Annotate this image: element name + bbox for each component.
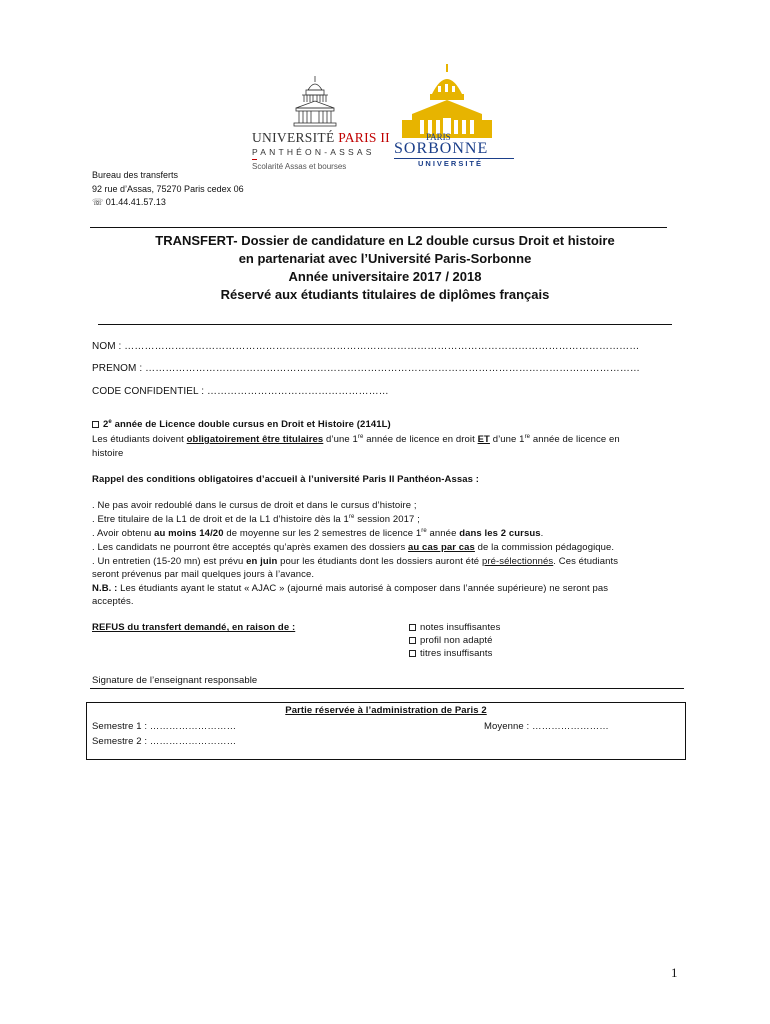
sorbonne-logo bbox=[392, 62, 522, 170]
code-field[interactable]: CODE CONFIDENTIEL : ……………………………………………… bbox=[92, 386, 389, 397]
title-line-4: Réservé aux étudiants titulaires de diplômes français bbox=[220, 287, 550, 302]
assas-name-accent: PARIS II bbox=[338, 130, 390, 145]
refusal-label: REFUS du transfert demandé, en raison de : bbox=[92, 622, 296, 633]
program-requirement: Les étudiants doivent obligatoirement être titulaires d’une 1re année de licence en droit ET d’une 1re année de licence en bbox=[92, 433, 620, 445]
signature-rule bbox=[90, 688, 684, 689]
program-heading: 2e année de Licence double cursus en Droit et Histoire (2141L) bbox=[92, 418, 391, 432]
program-checkbox[interactable] bbox=[92, 421, 99, 428]
condition-3: . Avoir obtenu au moins 14/20 de moyenne sur les 2 semestres de licence 1re année dans les 2 cursus. bbox=[92, 527, 544, 539]
condition-5-cont: seront prévenus par mail quelques jours à l’avance. bbox=[92, 569, 315, 580]
conditions-heading: Rappel des conditions obligatoires d’accueil à l’université Paris II Panthéon-Assas : bbox=[92, 474, 480, 485]
title-line-1: TRANSFERT- Dossier de candidature en L2 double cursus Droit et histoire bbox=[155, 233, 615, 248]
office-phone-row bbox=[92, 196, 166, 208]
refusal-option-3[interactable]: titres insuffisants bbox=[409, 647, 492, 661]
nb-note: N.B. : Les étudiants ayant le statut « AJAC » (ajourné mais autorisé à composer dans l’année supérieure) ne seront pas bbox=[92, 583, 609, 594]
admin-semestre-1[interactable]: Semestre 1 : ……………………… bbox=[92, 721, 237, 732]
sorbonne-line2: SORBONNE bbox=[394, 140, 489, 157]
refusal-option-2[interactable]: profil non adapté bbox=[409, 634, 492, 648]
refusal-checkbox-1[interactable] bbox=[409, 624, 416, 631]
assas-subtitle: PANTHÉON-ASSAS bbox=[252, 147, 375, 157]
admin-heading: Partie réservée à l’administration de Paris 2 bbox=[285, 705, 487, 716]
phone-icon: ☏ bbox=[92, 197, 104, 207]
sorbonne-line1: PARIS bbox=[426, 132, 451, 142]
office-name: Bureau des transferts bbox=[92, 170, 179, 180]
title-line-3: Année universitaire 2017 / 2018 bbox=[288, 269, 482, 284]
admin-semestre-2[interactable]: Semestre 2 : ……………………… bbox=[92, 736, 237, 747]
pantheon-icon bbox=[240, 72, 390, 130]
nb-note-cont: acceptés. bbox=[92, 596, 134, 607]
program-requirement-cont: histoire bbox=[92, 448, 124, 459]
condition-4: . Les candidats ne pourront être acceptés qu’après examen des dossiers au cas par cas de la commission pédagogique. bbox=[92, 542, 615, 553]
refusal-option-1[interactable]: notes insuffisantes bbox=[409, 621, 500, 635]
condition-5: . Un entretien (15-20 mn) est prévu en juin pour les étudiants dont les dossiers auront été pré-sélectionnés. Ces étudiants bbox=[92, 556, 619, 567]
title-line-2: en partenariat avec l’Université Paris-Sorbonne bbox=[238, 251, 532, 266]
page-number: 1 bbox=[671, 965, 678, 980]
signature-label: Signature de l’enseignant responsable bbox=[92, 675, 258, 686]
condition-2: . Etre titulaire de la L1 de droit et de la L1 d’histoire dès la 1re session 2017 ; bbox=[92, 513, 420, 525]
top-rule bbox=[90, 227, 667, 228]
office-phone: 01.44.41.57.13 bbox=[105, 197, 166, 207]
refusal-checkbox-3[interactable] bbox=[409, 650, 416, 657]
prenom-field[interactable]: PRENOM : ………………………………………………………………………………………………………………………………… bbox=[92, 363, 641, 374]
title-rule bbox=[98, 324, 672, 325]
assas-caption: Scolarité Assas et bourses bbox=[252, 162, 347, 171]
refusal-checkbox-2[interactable] bbox=[409, 637, 416, 644]
assas-logo bbox=[240, 72, 390, 172]
office-address: 92 rue d’Assas, 75270 Paris cedex 06 bbox=[92, 184, 244, 194]
condition-1: . Ne pas avoir redoublé dans le cursus de droit et dans le cursus d’histoire ; bbox=[92, 500, 417, 511]
admin-moyenne[interactable]: Moyenne : …………………… bbox=[484, 721, 609, 732]
nom-field[interactable]: NOM : ……………………………………………………………………………………………………………………………………… bbox=[92, 341, 640, 352]
sorbonne-line3: UNIVERSITÉ bbox=[418, 159, 484, 168]
assas-accent-line bbox=[252, 159, 257, 160]
assas-name: UNIVERSITÉ bbox=[252, 130, 335, 145]
